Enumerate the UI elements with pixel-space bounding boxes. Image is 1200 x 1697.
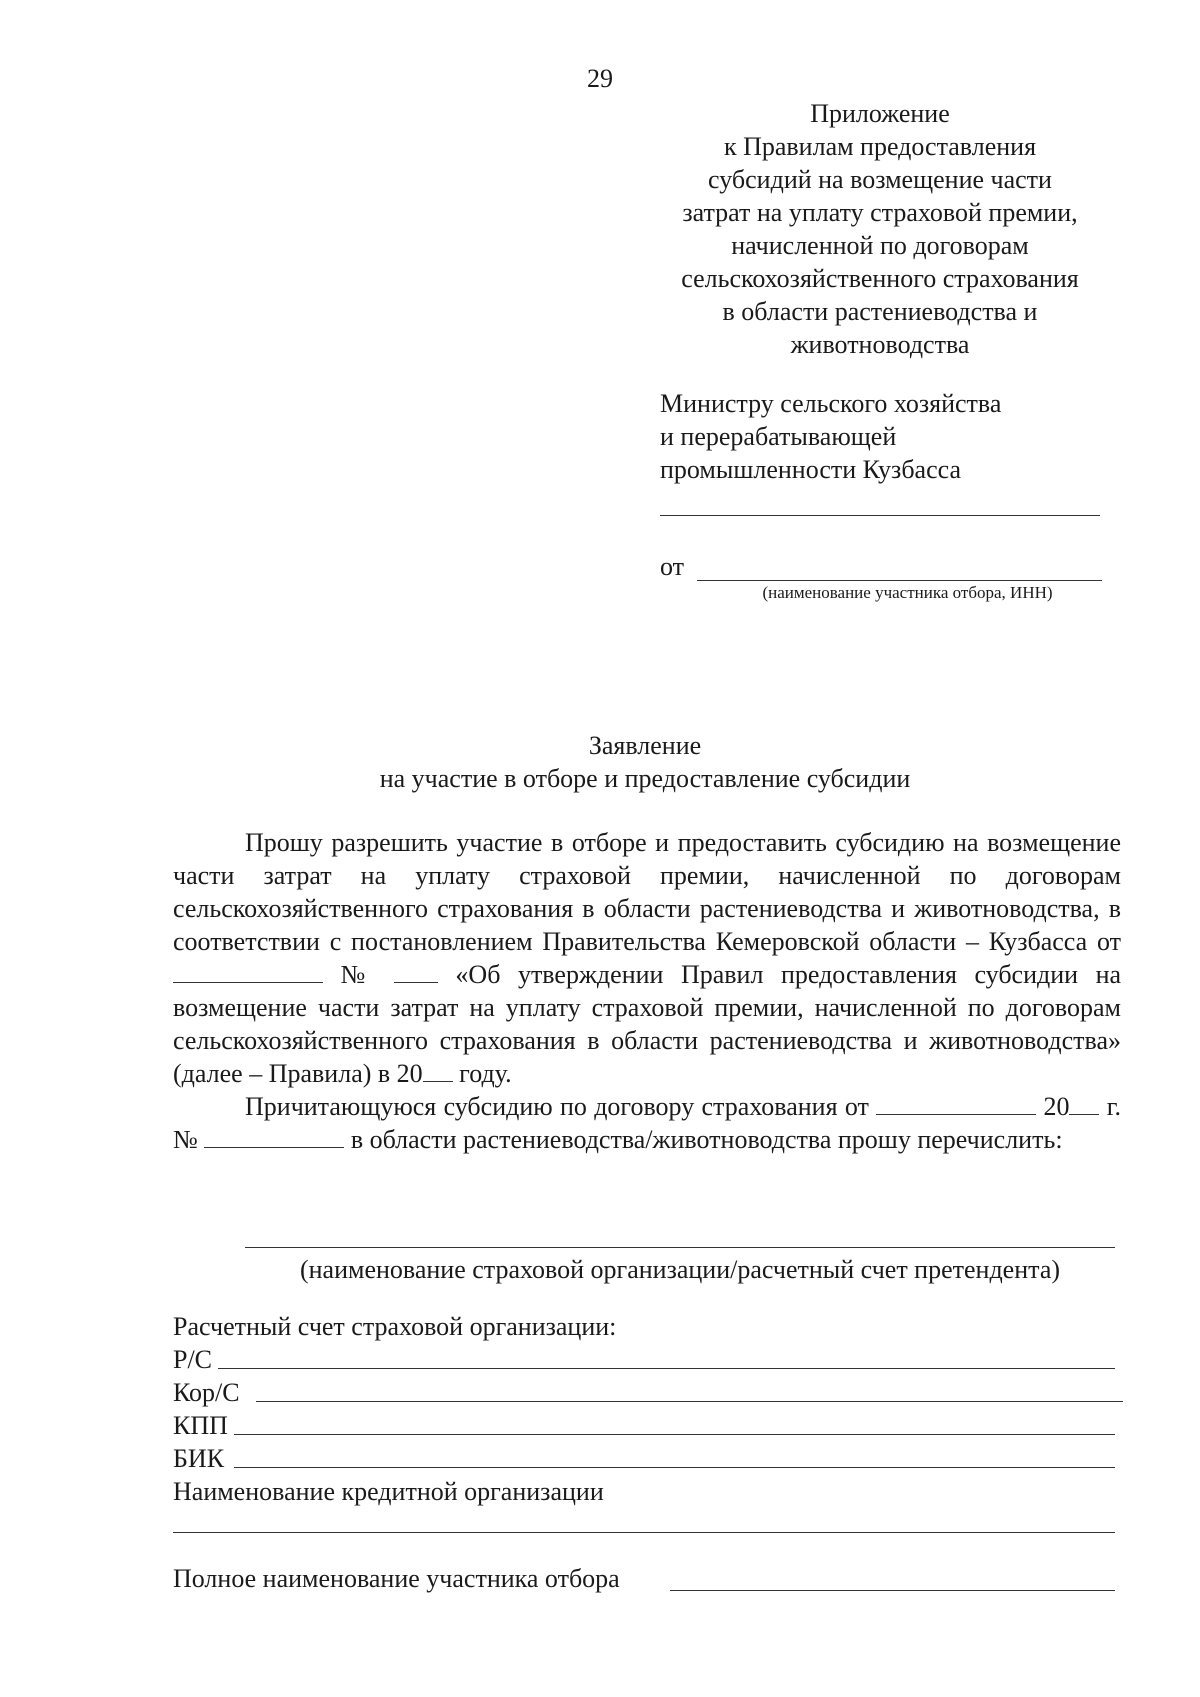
- resolution-number-field[interactable]: [394, 960, 438, 983]
- annex-line: затрат на уплату страховой премии,: [682, 198, 1078, 227]
- kpp-field[interactable]: [234, 1434, 1115, 1435]
- request-text: Прошу разрешить участие в отборе и предоставить субсидию на возмещение части затрат на уплату страховой премии, начисленной по договорам сельскохозяйственного страхования в области растениеводства и животноводства, в соответствии с постановлением Правительства Кемеровской области – Кузбасса от: [173, 828, 1121, 956]
- application-body: [173, 826, 1121, 1156]
- contract-year-field[interactable]: [1069, 1092, 1099, 1115]
- annex-header: [640, 97, 1120, 361]
- from-label: от: [660, 552, 685, 581]
- payment-text: в области растениеводства/животноводства прошу перечислить:: [350, 1125, 1063, 1154]
- rs-field[interactable]: [218, 1368, 1115, 1369]
- request-paragraph: [173, 826, 1121, 1090]
- annex-line: в области растениеводства и: [722, 297, 1038, 326]
- contract-number-field[interactable]: [204, 1125, 344, 1148]
- full-name-field[interactable]: [670, 1590, 1115, 1591]
- annex-line: к Правилам предоставления: [723, 132, 1037, 161]
- official-name-field[interactable]: [660, 515, 1100, 516]
- bik-label: БИК: [173, 1444, 225, 1473]
- request-text: «Об утверждении Правил предоставления субсидии на возмещение части затрат на уплату страховой премии, начисленной по договорам сельскохозяйственного страхования в области растениеводства и животноводства» (далее – Правила) в 20: [173, 960, 1122, 1088]
- bank-details-heading: Расчетный счет страховой организации:: [173, 1312, 617, 1341]
- kor-label: Кор/С: [173, 1378, 240, 1407]
- bank-name-label: Наименование кредитной организации: [173, 1477, 604, 1506]
- kor-field[interactable]: [256, 1401, 1123, 1402]
- addressee-line: промышленности Кузбасса: [660, 455, 962, 484]
- annex-line: животноводства: [790, 330, 970, 359]
- bank-name-field[interactable]: [173, 1532, 1115, 1533]
- year-field[interactable]: [423, 1059, 453, 1082]
- annex-line: начисленной по договорам: [731, 231, 1029, 260]
- annex-line: субсидий на возмещение части: [708, 165, 1052, 194]
- applicant-caption: (наименование участника отбора, ИНН): [762, 583, 1053, 602]
- payment-text: Причитающуюся субсидию по договору страхования от: [245, 1092, 869, 1121]
- rs-label: Р/С: [173, 1345, 213, 1374]
- document-title: [0, 729, 1200, 795]
- recipient-caption: (наименование страховой организации/расчетный счет претендента): [299, 1255, 1061, 1284]
- recipient-field[interactable]: [245, 1247, 1115, 1248]
- payment-text: г. №: [173, 1092, 1122, 1154]
- title-line: Заявление: [588, 731, 702, 760]
- request-text: году.: [459, 1059, 512, 1088]
- number-sign: №: [340, 960, 377, 989]
- addressee-line: и перерабатывающей: [660, 422, 897, 451]
- payment-text: 20: [1043, 1092, 1070, 1121]
- addressee-line: Министру сельского хозяйства: [660, 389, 1002, 418]
- payment-paragraph: [173, 1090, 1121, 1156]
- addressee-block: [660, 387, 1001, 486]
- applicant-name-inn-field[interactable]: [697, 580, 1102, 581]
- annex-line: Приложение: [810, 99, 950, 128]
- bank-details: [173, 1310, 616, 1508]
- full-name-label: Полное наименование участника отбора: [173, 1564, 620, 1593]
- annex-line: сельскохозяйственного страхования: [681, 264, 1079, 293]
- kpp-label: КПП: [173, 1411, 228, 1440]
- bik-field[interactable]: [234, 1467, 1115, 1468]
- resolution-date-field[interactable]: [173, 960, 323, 983]
- contract-date-field[interactable]: [876, 1092, 1036, 1115]
- subtitle-line: на участие в отборе и предоставление субсидии: [379, 764, 911, 793]
- page-number: 29: [587, 64, 613, 93]
